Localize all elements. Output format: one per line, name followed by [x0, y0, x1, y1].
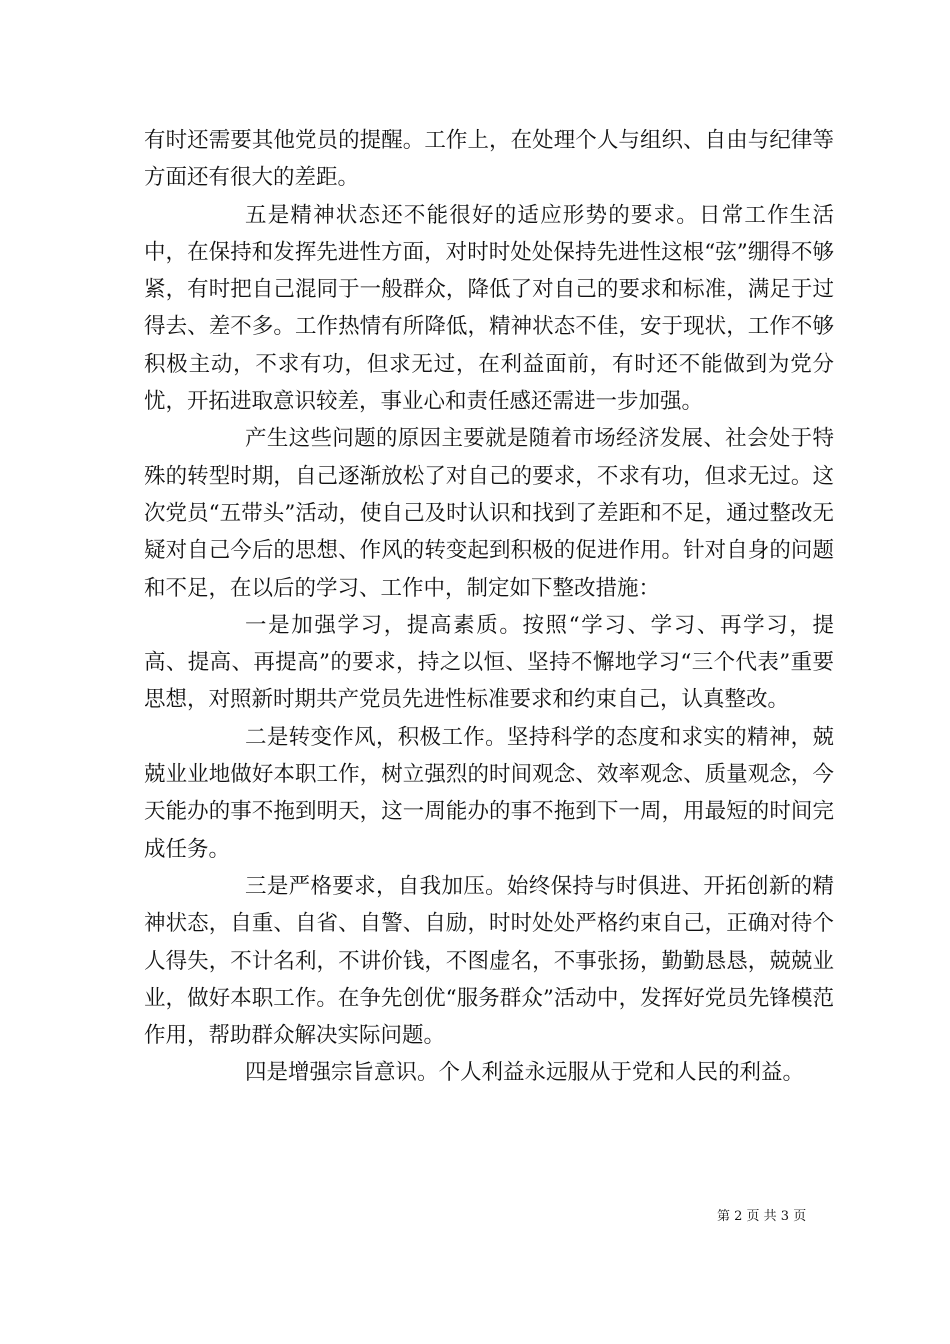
paragraph-measure-four: 四是增强宗旨意识。个人利益永远服从于党和人民的利益。	[245, 1060, 805, 1086]
paragraph-spirit-state: 五是精神状态还不能很好的适应形势的要求。日常工作生活中，在保持和发挥先进性方面，对时时处处保持先进性这根“弦”绷得不够紧，有时把自己混同于一般群众，降低了对自己的要求和标准，满足于过得去、差不多。工作热情有所降低，精神状态不佳，安于现状，工作不够积极主动，不求有功，但求无过，在利益面前，有时还不能做到为党分忧，开拓进取意识较差，事业心和责任感还需进一步加强。	[144, 202, 834, 415]
paragraph-cause-analysis: 产生这些问题的原因主要就是随着市场经济发展、社会处于特殊的转型时期，自己逐渐放松了对自己的要求，不求有功，但求无过。这次党员“五带头”活动，使自己及时认识和找到了差距和不足，通过整改无疑对自己今后的思想、作风的转变起到积极的促进作用。针对自身的问题和不足，在以后的学习、工作中，制定如下整改措施：	[144, 426, 834, 601]
paragraph-measure-three: 三是严格要求，自我加压。始终保持与时俱进、开拓创新的精神状态，自重、自省、自警、自励，时时处处严格约束自己，正确对待个人得失，不计名利，不讲价钱，不图虚名，不事张扬，勤勤恳恳，兢兢业业，做好本职工作。在争先创优“服务群众”活动中，发挥好党员先锋模范作用，帮助群众解决实际问题。	[144, 873, 834, 1049]
body-text	[144, 122, 834, 1092]
paragraph-measure-one: 一是加强学习，提高素质。按照“学习、学习、再学习，提高、提高、再提高”的要求，持之以恒、坚持不懈地学习“三个代表”重要思想，对照新时期共产党员先进性标准要求和约束自己，认真整改。	[144, 612, 834, 713]
paragraph-continuation: 有时还需要其他党员的提醒。工作上，在处理个人与组织、自由与纪律等方面还有很大的差距。	[144, 128, 834, 191]
page-number-footer: 第 2 页 共 3 页	[717, 1209, 807, 1224]
paragraph-measure-two: 二是转变作风，积极工作。坚持科学的态度和求实的精神，兢兢业业地做好本职工作，树立强烈的时间观念、效率观念、质量观念，今天能办的事不拖到明天，这一周能办的事不拖到下一周，用最短的时间完成任务。	[144, 724, 834, 862]
